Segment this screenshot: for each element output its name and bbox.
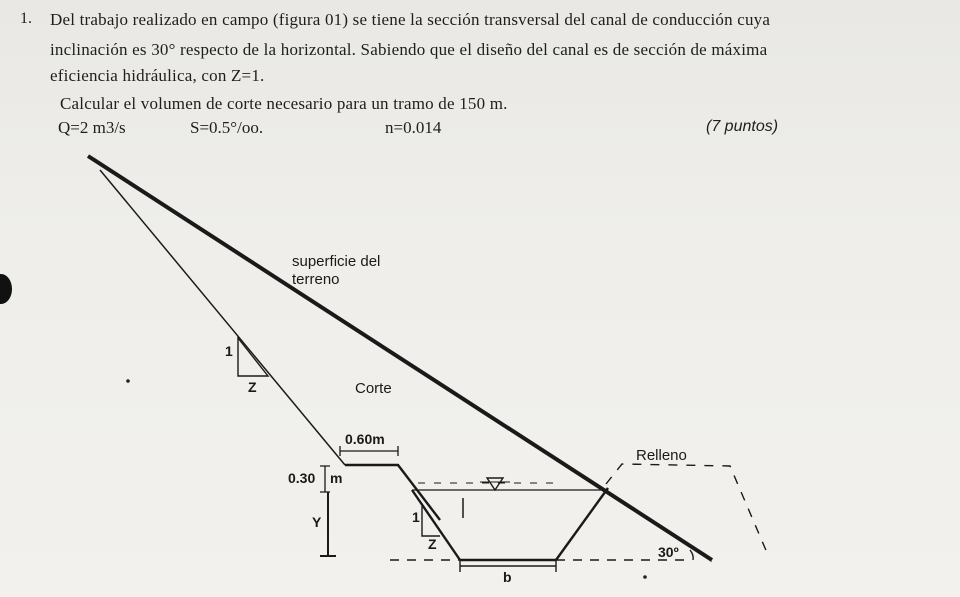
label-bottom-width: b xyxy=(503,569,512,585)
flow-rate: Q=2 m3/s xyxy=(58,118,126,137)
problem-line-1: Del trabajo realizado en campo (figura 01) se tiene la sección transversal del canal de conducción cuya xyxy=(50,10,771,29)
problem-number: 1. xyxy=(20,10,32,27)
label-one-top: 1 xyxy=(225,343,233,359)
label-one-bottom: 1 xyxy=(412,509,420,525)
label-berm-width: 0.60m xyxy=(345,431,385,447)
berm-dimension xyxy=(340,446,398,456)
fill-dashed-outline xyxy=(606,464,768,555)
problem-line-4: Calcular el volumen de corte necesario para un tramo de 150 m. xyxy=(60,94,508,113)
angle-arc xyxy=(690,550,693,560)
label-surface-2: terreno xyxy=(292,271,340,288)
canal-right-wall xyxy=(556,488,608,560)
problem-line-2: inclinación es 30° respecto de la horizontal. Sabiendo que el diseño del canal es de sección de máxima xyxy=(50,40,768,59)
slope-triangle-top xyxy=(238,338,268,376)
label-corte: Corte xyxy=(355,380,392,397)
points: (7 puntos) xyxy=(706,118,779,135)
label-surface-1: superficie del xyxy=(292,253,381,270)
label-z-bottom: Z xyxy=(428,536,437,552)
freeboard-dimension xyxy=(320,466,330,492)
label-freeboard-unit: m xyxy=(330,470,343,486)
manning-n: n=0.014 xyxy=(385,118,442,137)
label-angle: 30º xyxy=(658,544,679,560)
label-relleno: Relleno xyxy=(636,447,687,464)
label-z-top: Z xyxy=(248,379,257,395)
cut-slope-line xyxy=(100,170,345,465)
label-freeboard: 0.30 xyxy=(288,470,316,486)
depth-dimension xyxy=(320,492,336,556)
problem-line-3: eficiencia hidráulica, con Z=1. xyxy=(50,66,265,85)
label-depth: Y xyxy=(312,514,322,530)
slope: S=0.5°/oo. xyxy=(190,118,264,137)
water-level-symbol xyxy=(487,478,503,490)
